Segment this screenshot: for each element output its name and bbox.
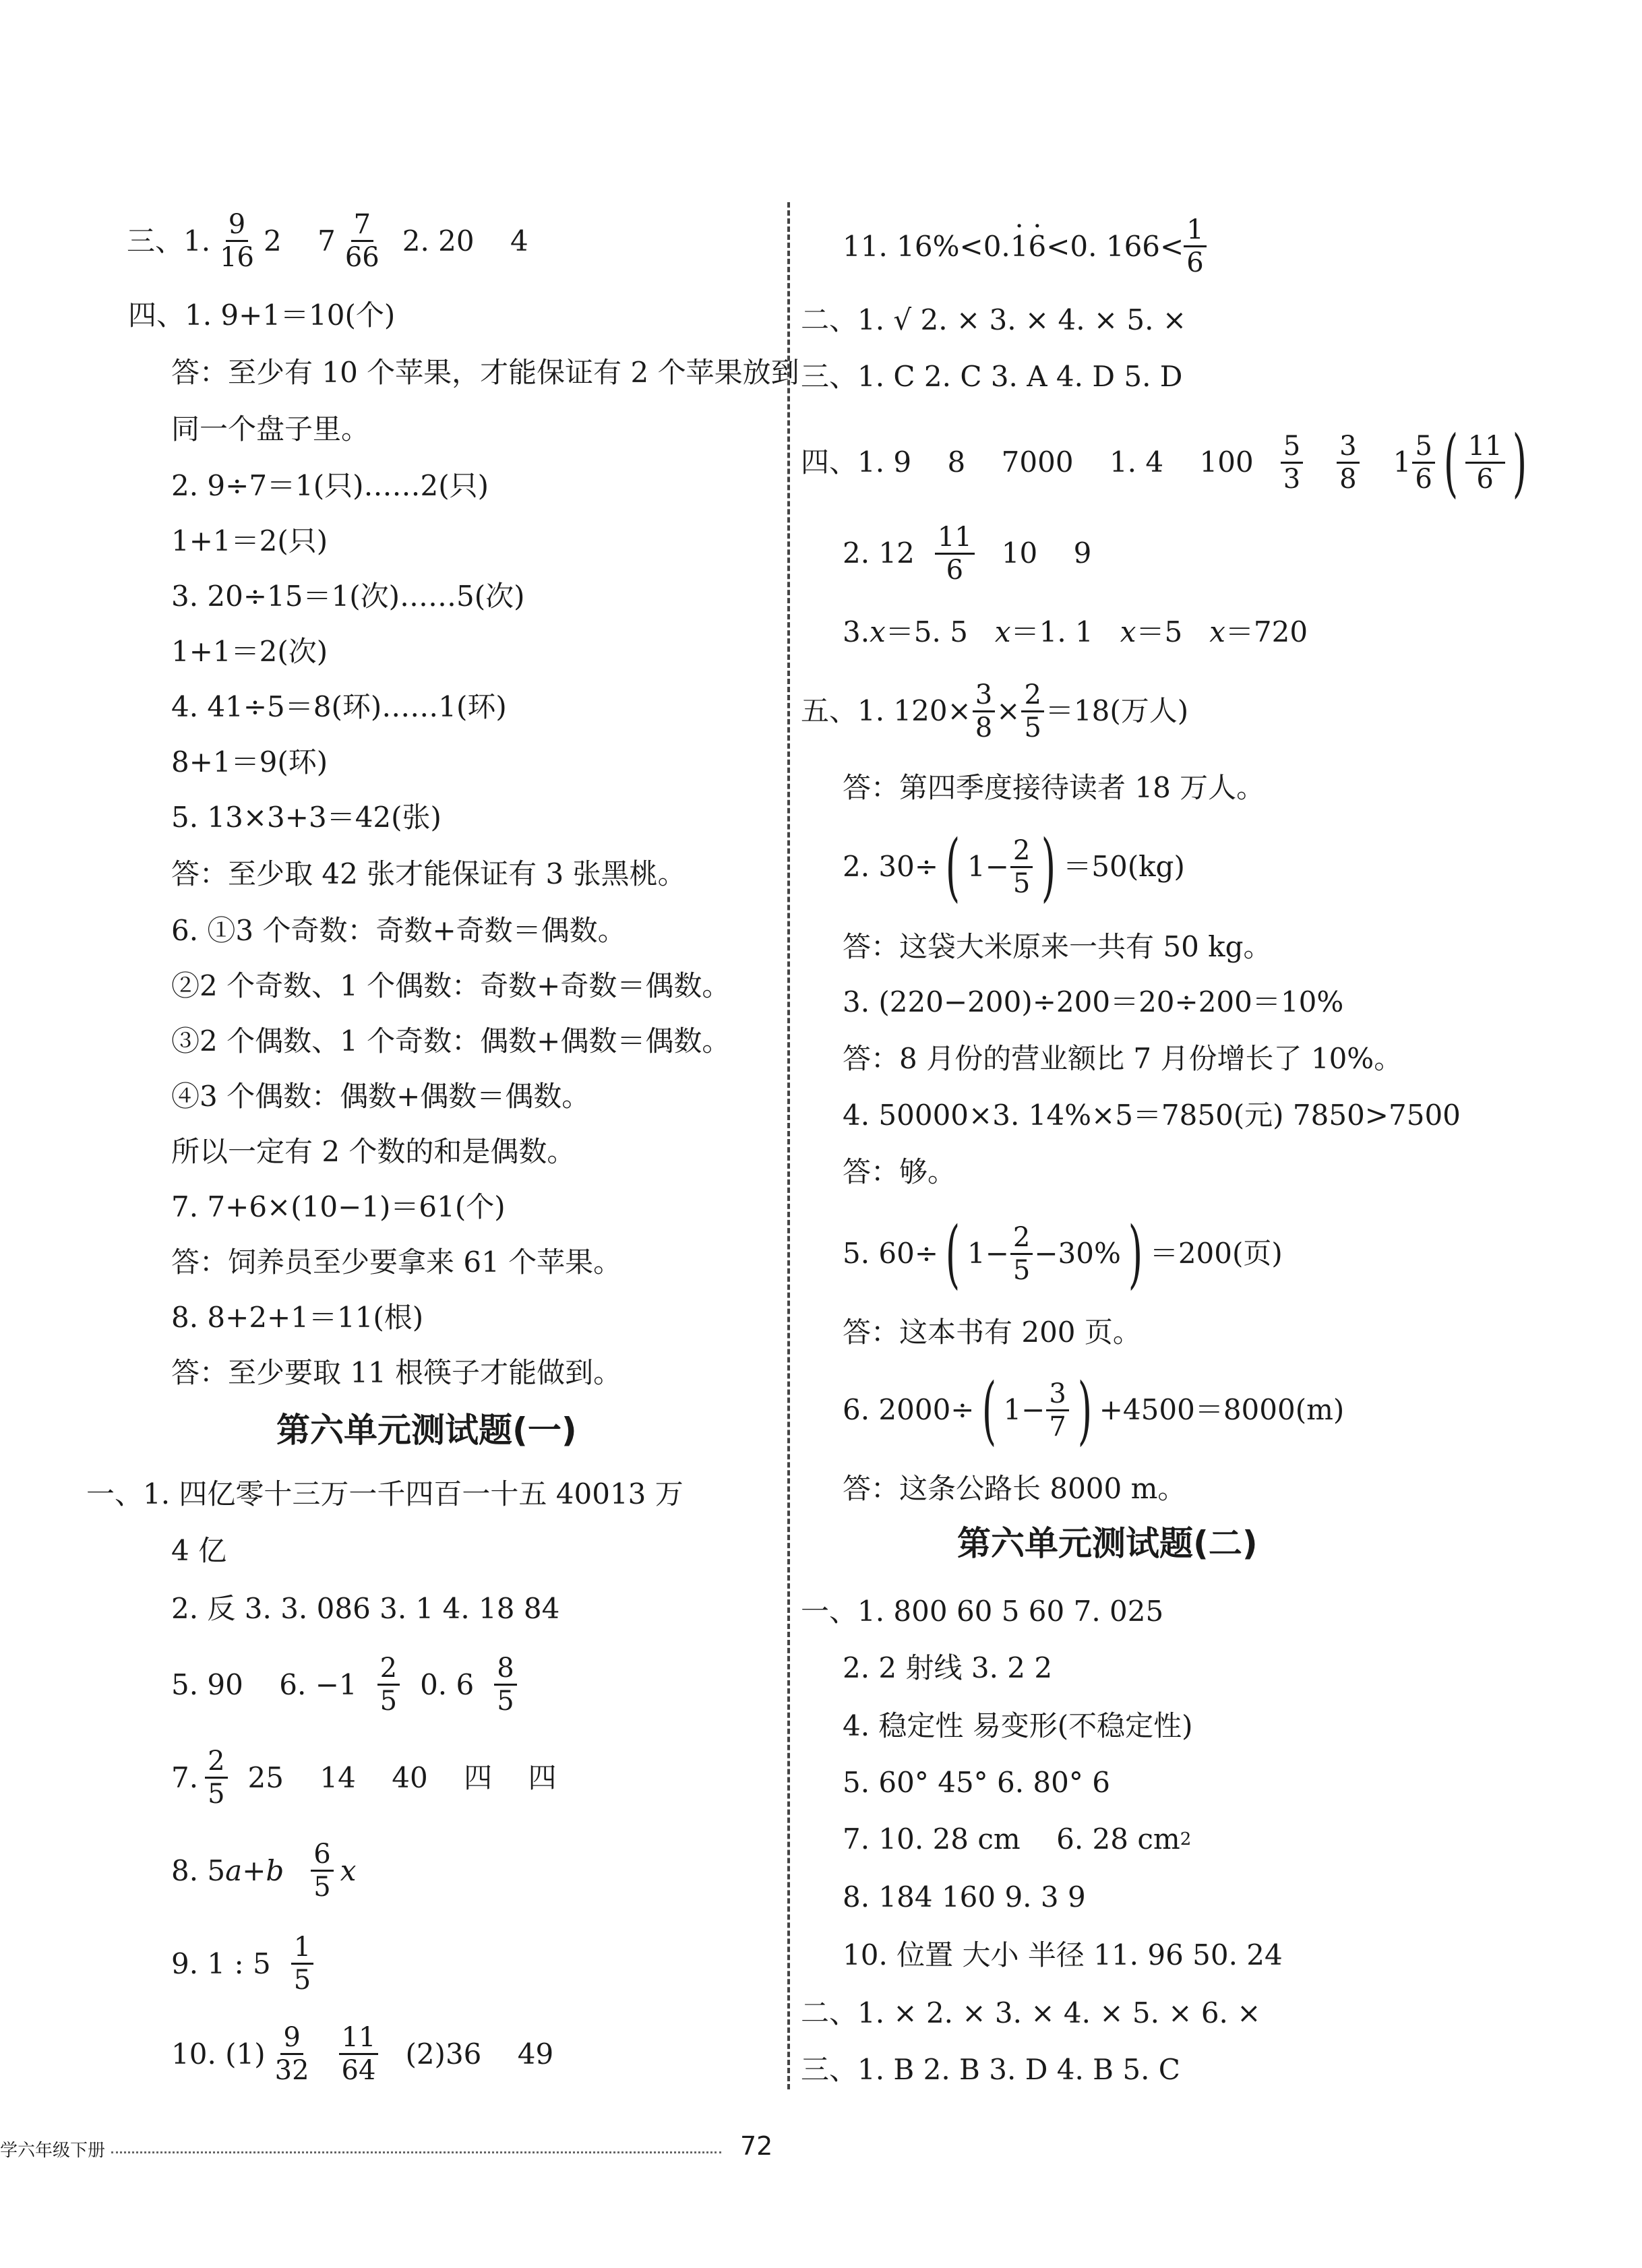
answer-line [171,1746,556,1810]
answer-line: ③2 个偶数、1 个奇数：偶数+偶数＝偶数。 [171,1024,731,1058]
text: 5. 60÷ [843,1237,939,1270]
answer-line: 答：饲养员至少要拿来 61 个苹果。 [171,1246,622,1279]
denominator: 64 [341,2055,376,2086]
text: +4500＝8000(m) [1099,1393,1345,1426]
fraction [1010,835,1033,899]
answer-line: 答：至少有 10 个苹果，才能保证有 2 个苹果放到 [171,356,799,389]
fraction [377,1653,400,1717]
denominator: 3 [1283,463,1301,495]
text: 10 9 [1001,537,1092,570]
answer-line: 7. 7+6×(10−1)＝61(个) [171,1190,506,1223]
answer-line: 三、1. C 2. C 3. A 4. D 5. D [801,360,1183,393]
answer-line: 5. 13×3+3＝42(张) [171,801,442,834]
answer-line: 答：8 月份的营业额比 7 月份增长了 10%。 [843,1042,1403,1075]
numerator: 11 [1465,431,1505,464]
numerator: 1 [291,1932,313,1965]
answer-line: 一、1. 四亿零十三万一千四百一十五 40013 万 [86,1477,683,1510]
denominator: 8 [1339,463,1357,495]
paren: ( [945,1210,961,1297]
text: 1− [967,850,1009,883]
answer-line: 5. 60° 45° 6. 80° 6 [843,1766,1110,1799]
text: 三、1. [127,224,211,257]
denominator: 5 [1012,867,1031,899]
answer-line [127,209,528,273]
paren: ( [1443,419,1458,505]
text: 1 [1393,446,1411,479]
fraction [973,679,995,743]
fraction [291,1932,313,1996]
paren: ) [1512,419,1527,505]
fraction [342,209,382,273]
fraction [339,2022,379,2086]
text: 1− [1003,1393,1045,1426]
text: 7. [171,1760,199,1794]
denominator: 7 [1049,1411,1066,1442]
answer-line: 10. 位置 大小 半径 11. 96 50. 24 [843,1938,1283,1971]
text: + [242,1853,266,1887]
fraction [1337,431,1359,495]
text: ＝200(页) [1149,1237,1283,1270]
text: ＝1. 1 [1010,615,1093,648]
answer-line [171,1839,356,1903]
text: 7. 10. 28 cm 6. 28 cm [843,1822,1180,1856]
numerator: 1 [1184,214,1206,247]
repeating-digit: · 1 [1010,230,1029,264]
fraction [1281,431,1303,495]
text: 6. 2000÷ [843,1393,975,1426]
answer-line: 同一个盘子里。 [171,412,370,446]
answer-line [843,516,1091,590]
answer-line: ②2 个奇数、1 个偶数：奇数+奇数＝偶数。 [171,969,731,1002]
fraction [1412,431,1434,495]
grade-label: 学六年级下册 [0,2141,106,2161]
answer-line [843,1822,1191,1856]
answer-line: 答：这条公路长 8000 m。 [843,1472,1186,1505]
answer-line: 四、1. 9+1＝10(个) [128,299,396,332]
numerator: 3 [1046,1378,1068,1411]
answer-line: 4 亿 [171,1534,227,1567]
fraction [1046,1378,1068,1442]
text: 四、1. 9 8 7000 1. 4 100 [801,446,1254,479]
answer-line [801,415,1534,510]
numerator: 7 [351,209,373,242]
denominator: 5 [208,1779,225,1810]
text: −30% [1034,1237,1121,1270]
text: × [996,694,1021,727]
answer-line: 4. 稳定性 易变形(不稳定性) [843,1709,1193,1742]
text: 2. 12 [843,537,915,570]
answer-line [801,674,1188,748]
section-heading: 第六单元测试题(一) [276,1411,577,1450]
text: 9. 1 : 5 [171,1947,271,1980]
variable-x: x [994,615,1011,648]
repeating-digit: · 6 [1029,230,1047,264]
text: 5. 90 6. −1 [171,1667,357,1701]
fraction [272,2022,312,2086]
denominator: 5 [1024,712,1041,743]
answer-line [843,615,1308,649]
answer-line: 4. 41÷5＝8(环)……1(环) [171,690,507,723]
denominator: 32 [274,2055,309,2086]
answer-line: 答：这袋大米原来一共有 50 kg。 [843,930,1272,963]
paren: ( [981,1367,996,1453]
numerator: 2 [1021,679,1043,712]
numerator: 8 [494,1653,516,1686]
fraction [1465,431,1505,495]
answer-line: 1+1＝2(只) [171,524,328,557]
text: ＝5 [1136,615,1183,648]
answer-line: 3. 20÷15＝1(次)……5(次) [171,580,525,613]
answer-line: 一、1. 800 60 5 60 7. 025 [801,1595,1164,1628]
denominator: 5 [379,1686,398,1717]
denominator: 6 [946,554,964,586]
text: ＝5. 5 [885,615,968,648]
text: 2 7 [263,224,336,257]
answer-line [171,1653,524,1717]
numerator: 3 [1337,431,1359,464]
page-number: 72 [740,2131,773,2161]
text: ＝50(kg) [1063,850,1185,883]
answer-line: 8+1＝9(环) [171,745,328,778]
paren: ( [945,824,961,910]
numerator: 3 [973,679,995,712]
answer-line: 4. 50000×3. 14%×5＝7850(元) 7850>7500 [843,1099,1461,1132]
numerator: 9 [226,209,248,242]
section-heading: 第六单元测试题(二) [957,1524,1258,1563]
paren: ) [1041,824,1056,910]
numerator: 6 [311,1839,333,1872]
paren: ) [1128,1210,1143,1297]
text: 10. (1) [171,2037,266,2071]
denominator: 6 [1415,463,1432,495]
denominator: 6 [1476,463,1494,495]
text: ＝720 [1225,615,1308,648]
text: 2. 30÷ [843,850,939,883]
answer-line: 二、1. √ 2. × 3. × 4. × 5. × [801,303,1187,336]
numerator: 2 [1010,835,1033,868]
denominator: 5 [497,1686,514,1717]
text: 五、1. 120× [801,694,971,727]
denominator: 5 [1012,1254,1031,1286]
denominator: 66 [344,242,379,273]
numerator: 9 [280,2022,303,2055]
answer-line: 答：这本书有 200 页。 [843,1316,1141,1349]
text: 8. 5 [171,1853,226,1887]
text: 11. 16%<0. [843,229,1010,263]
numerator: 2 [205,1746,227,1779]
numerator: 2 [377,1653,400,1686]
text: (2)36 49 [405,2037,554,2071]
text: 0. 6 [420,1667,475,1701]
fraction [935,522,975,586]
answer-line [843,214,1213,278]
answer-line [843,824,1185,910]
dotted-rule [111,2151,721,2153]
fraction [205,1746,227,1810]
answer-line [843,1210,1283,1297]
answer-line: ④3 个偶数：偶数+偶数＝偶数。 [171,1080,590,1113]
numerator: 2 [1010,1222,1033,1255]
fraction [1021,679,1043,743]
answer-line: 2. 反 3. 3. 086 3. 1 4. 18 84 [171,1592,560,1625]
text: 25 14 40 四 四 [247,1760,557,1794]
variable-x: x [1209,615,1225,648]
variable-x: x [340,1853,357,1887]
variable-b: b [266,1853,284,1887]
paren: ) [1077,1367,1093,1453]
denominator: 16 [220,242,254,273]
fraction [494,1653,516,1717]
text: <0. 166< [1046,229,1184,263]
variable-a: a [225,1853,243,1887]
answer-line: 所以一定有 2 个数的和是偶数。 [171,1135,576,1168]
page-footer [0,2131,1642,2172]
answer-line: 答：至少要取 11 根筷子才能做到。 [171,1356,622,1389]
answer-line [171,2022,553,2086]
answer-line: 答：够。 [843,1155,956,1188]
answer-line: 6. ①3 个奇数：奇数+奇数＝偶数。 [171,914,626,947]
text: 3. [843,615,870,648]
text: ＝18(万人) [1045,694,1189,727]
fraction [217,209,257,273]
text: 1− [967,1237,1009,1270]
answer-line [843,1367,1345,1453]
answer-line: 1+1＝2(次) [171,635,328,668]
answer-line: 答：至少取 42 张才能保证有 3 张黑桃。 [171,857,686,890]
answer-line: 2. 2 射线 3. 2 2 [843,1651,1053,1684]
answer-line: 8. 8+2+1＝11(根) [171,1301,424,1334]
answer-line: 三、1. B 2. B 3. D 4. B 5. C [801,2053,1180,2086]
numerator: 11 [935,522,975,555]
denominator: 6 [1186,247,1204,278]
fraction [1010,1222,1033,1286]
variable-x: x [870,615,886,648]
superscript: 2 [1180,1829,1192,1849]
denominator: 5 [313,1872,331,1903]
denominator: 8 [975,712,993,743]
fraction [311,1839,333,1903]
variable-x: x [1120,615,1136,648]
denominator: 5 [293,1965,311,1996]
answer-line: 二、1. × 2. × 3. × 4. × 5. × 6. × [801,1996,1261,2029]
fraction [1184,214,1206,278]
answer-line: 答：第四季度接待读者 18 万人。 [843,771,1265,804]
numerator: 11 [339,2022,379,2055]
answer-line [171,1932,320,1996]
answer-line: 8. 184 160 9. 3 9 [843,1880,1086,1913]
answer-line: 3. (220−200)÷200＝20÷200＝10% [843,985,1344,1018]
column-divider [787,202,790,2089]
text: 2. 20 4 [402,224,528,257]
numerator: 5 [1281,431,1303,464]
answer-line: 2. 9÷7＝1(只)……2(只) [171,469,489,502]
numerator: 5 [1412,431,1434,464]
